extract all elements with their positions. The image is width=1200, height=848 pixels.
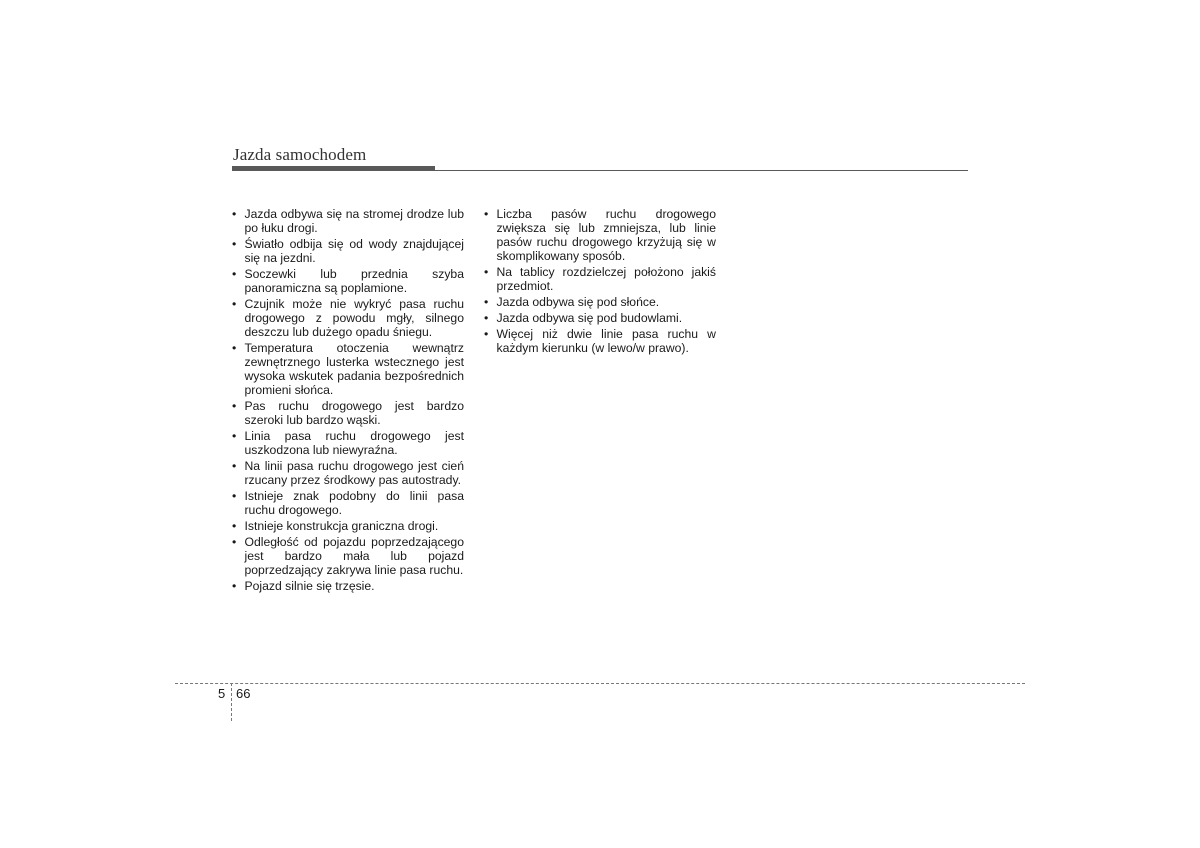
list-item — [232, 267, 464, 295]
page-header-title: Jazda samochodem — [233, 145, 367, 164]
list-item — [232, 579, 464, 593]
list-item-text: Odległość od pojazdu poprzedzającego jest bardzo mała lub pojazd poprzedzający zakrywa linie pasa ruchu. — [244, 535, 464, 577]
list-item — [484, 327, 716, 355]
list-item-text: Soczewki lub przednia szyba panoramiczna są poplamione. — [244, 267, 464, 295]
list-item — [232, 207, 464, 235]
list-item-text: Światło odbija się od wody znajdującej się na jezdni. — [244, 237, 464, 265]
page-number: 66 — [236, 686, 251, 701]
list-item — [232, 341, 464, 397]
list-item-text: Istnieje konstrukcja graniczna drogi. — [244, 519, 439, 533]
list-item-text: Linia pasa ruchu drogowego jest uszkodzona lub niewyraźna. — [244, 429, 464, 457]
right-bullet-list — [484, 207, 716, 357]
list-item-text: Jazda odbywa się na stromej drodze lub po łuku drogi. — [244, 207, 464, 235]
list-item — [484, 295, 716, 309]
bullet-icon: • — [232, 297, 237, 311]
bullet-icon: • — [232, 207, 237, 221]
bullet-icon: • — [232, 579, 237, 593]
list-item — [232, 237, 464, 265]
footer-rule — [175, 683, 1025, 684]
list-item — [232, 459, 464, 487]
bullet-icon: • — [232, 519, 237, 533]
list-item-text: Jazda odbywa się pod budowlami. — [496, 311, 683, 325]
list-item — [232, 429, 464, 457]
header-rule-thick — [232, 166, 435, 171]
bullet-icon: • — [484, 265, 489, 279]
bullet-icon: • — [484, 311, 489, 325]
bullet-icon: • — [232, 429, 237, 443]
left-bullet-list — [232, 207, 464, 595]
list-item-text: Pojazd silnie się trzęsie. — [244, 579, 375, 593]
list-item-text: Jazda odbywa się pod słońce. — [496, 295, 660, 309]
footer-divider — [231, 683, 232, 721]
list-item — [232, 535, 464, 577]
bullet-icon: • — [484, 327, 489, 341]
list-item-text: Czujnik może nie wykryć pasa ruchu drogowego z powodu mgły, silnego deszczu lub dużego opadu śniegu. — [244, 297, 464, 339]
list-item-text: Na linii pasa ruchu drogowego jest cień rzucany przez środkowy pas autostrady. — [244, 459, 464, 487]
list-item-text: Pas ruchu drogowego jest bardzo szeroki lub bardzo wąski. — [244, 399, 464, 427]
list-item — [484, 265, 716, 293]
bullet-icon: • — [232, 489, 237, 503]
list-item-text: Liczba pasów ruchu drogowego zwiększa się lub zmniejsza, lub linie pasów ruchu drogowego krzyżują się w skomplikowany sposób. — [496, 207, 716, 263]
bullet-icon: • — [484, 295, 489, 309]
bullet-icon: • — [232, 459, 237, 473]
list-item — [232, 489, 464, 517]
list-item-text: Więcej niż dwie linie pasa ruchu w każdym kierunku (w lewo/w prawo). — [496, 327, 716, 355]
list-item — [232, 519, 464, 533]
list-item-text: Temperatura otoczenia wewnątrz zewnętrznego lusterka wstecznego jest wysoka wskutek padania bezpośrednich promieni słońca. — [244, 341, 464, 397]
bullet-icon: • — [232, 237, 237, 251]
list-item — [232, 297, 464, 339]
bullet-icon: • — [232, 267, 237, 281]
list-item — [484, 207, 716, 263]
bullet-icon: • — [484, 207, 489, 221]
bullet-icon: • — [232, 341, 237, 355]
list-item-text: Istnieje znak podobny do linii pasa ruchu drogowego. — [244, 489, 464, 517]
bullet-icon: • — [232, 535, 237, 549]
chapter-number: 5 — [218, 686, 226, 701]
header-rule-thin — [435, 170, 968, 171]
list-item — [232, 399, 464, 427]
bullet-icon: • — [232, 399, 237, 413]
list-item-text: Na tablicy rozdzielczej położono jakiś przedmiot. — [496, 265, 716, 293]
list-item — [484, 311, 716, 325]
